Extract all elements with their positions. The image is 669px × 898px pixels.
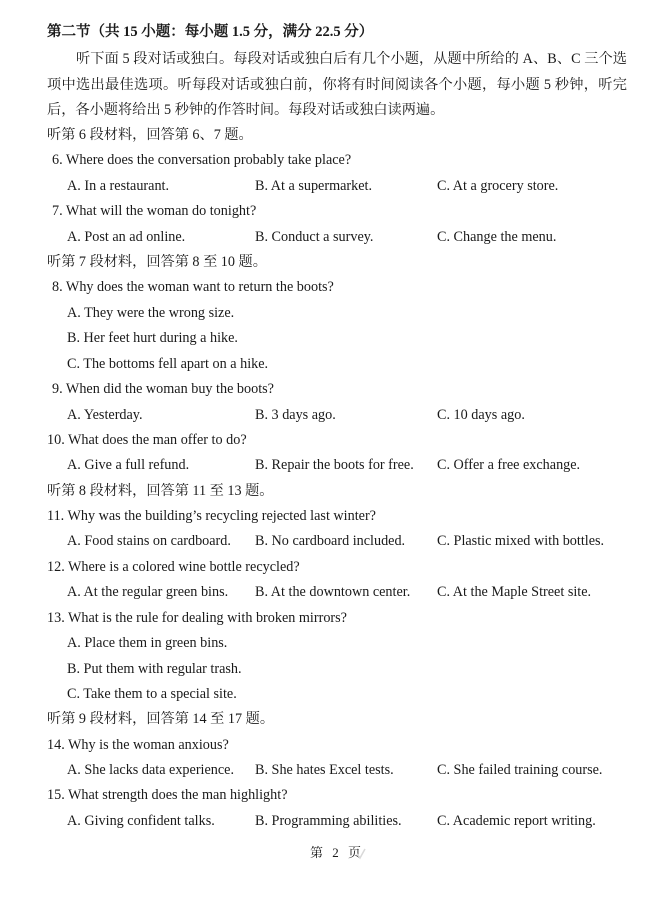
- question-15-option-c: C. Academic report writing.: [437, 813, 596, 829]
- question-13: 13. What is the rule for dealing with broken mirrors?: [47, 610, 347, 626]
- question-8: 8. Why does the woman want to return the boots?: [52, 279, 334, 295]
- question-11-option-b: B. No cardboard included.: [255, 533, 406, 549]
- question-14: 14. Why is the woman anxious?: [47, 737, 229, 753]
- question-6: 6. Where does the conversation probably take place?: [52, 152, 352, 168]
- question-8-option-c: C. The bottoms fell apart on a hike.: [67, 356, 269, 372]
- question-10-option-c: C. Offer a free exchange.: [437, 457, 581, 473]
- question-14-option-c: C. She failed training course.: [437, 762, 603, 778]
- question-9-option-b: B. 3 days ago.: [255, 407, 336, 423]
- group-label-7: 听第 7 段材料，回答第 8 至 10 题。: [47, 254, 267, 270]
- question-15: 15. What strength does the man highlight?: [47, 787, 288, 803]
- question-15-option-b: B. Programming abilities.: [255, 813, 402, 829]
- question-7-option-b: B. Conduct a survey.: [255, 229, 374, 245]
- watermark-check-icon: [356, 847, 366, 861]
- question-11: 11. Why was the building’s recycling rejected last winter?: [47, 508, 376, 524]
- question-15-option-a: A. Giving confident talks.: [67, 813, 215, 829]
- question-10-option-b: B. Repair the boots for free.: [255, 457, 414, 473]
- question-12: 12. Where is a colored wine bottle recycled?: [47, 559, 300, 575]
- question-12-option-b: B. At the downtown center.: [255, 584, 411, 600]
- question-7: 7. What will the woman do tonight?: [52, 203, 257, 219]
- question-13-option-a: A. Place them in green bins.: [67, 635, 228, 651]
- group-label-6: 听第 6 段材料，回答第 6、7 题。: [47, 127, 253, 143]
- group-label-8: 听第 8 段材料，回答第 11 至 13 题。: [47, 483, 274, 499]
- question-9-option-a: A. Yesterday.: [67, 407, 143, 423]
- question-7-option-a: A. Post an ad online.: [67, 229, 186, 245]
- question-8-option-b: B. Her feet hurt during a hike.: [67, 330, 238, 346]
- question-12-option-a: A. At the regular green bins.: [67, 584, 229, 600]
- question-12-option-c: C. At the Maple Street site.: [437, 584, 592, 600]
- question-7-option-c: C. Change the menu.: [437, 229, 557, 245]
- question-8-option-a: A. They were the wrong size.: [67, 305, 235, 321]
- question-14-option-b: B. She hates Excel tests.: [255, 762, 394, 778]
- question-9: 9. When did the woman buy the boots?: [52, 381, 274, 397]
- question-6-option-b: B. At a supermarket.: [255, 178, 373, 194]
- instructions-paragraph: 听下面 5 段对话或独白。每段对话或独白后有几个小题，从题中所给的 A、B、C 三个选项中选出最佳选项。听每段对话或独白前，你将有时间阅读各个小题，每小题 5 秒钟，听完后，各小题将给出 5 秒钟的作答时间。每段对话或独白读两遍。: [47, 51, 627, 118]
- question-6-option-c: C. At a grocery store.: [437, 178, 559, 194]
- question-9-option-c: C. 10 days ago.: [437, 407, 525, 423]
- question-10: 10. What does the man offer to do?: [47, 432, 247, 448]
- question-11-option-c: C. Plastic mixed with bottles.: [437, 533, 605, 549]
- question-6-option-a: A. In a restaurant.: [67, 178, 170, 194]
- question-13-option-b: B. Put them with regular trash.: [67, 661, 242, 677]
- question-13-option-c: C. Take them to a special site.: [67, 686, 237, 702]
- question-11-option-a: A. Food stains on cardboard.: [67, 533, 231, 549]
- section-heading: 第二节（共 15 小题：每小题 1.5 分，满分 22.5 分）: [47, 24, 374, 40]
- group-label-9: 听第 9 段材料，回答第 14 至 17 题。: [47, 711, 275, 727]
- question-10-option-a: A. Give a full refund.: [67, 457, 190, 473]
- page-number: 第 2 页: [310, 845, 365, 860]
- question-14-option-a: A. She lacks data experience.: [67, 762, 235, 778]
